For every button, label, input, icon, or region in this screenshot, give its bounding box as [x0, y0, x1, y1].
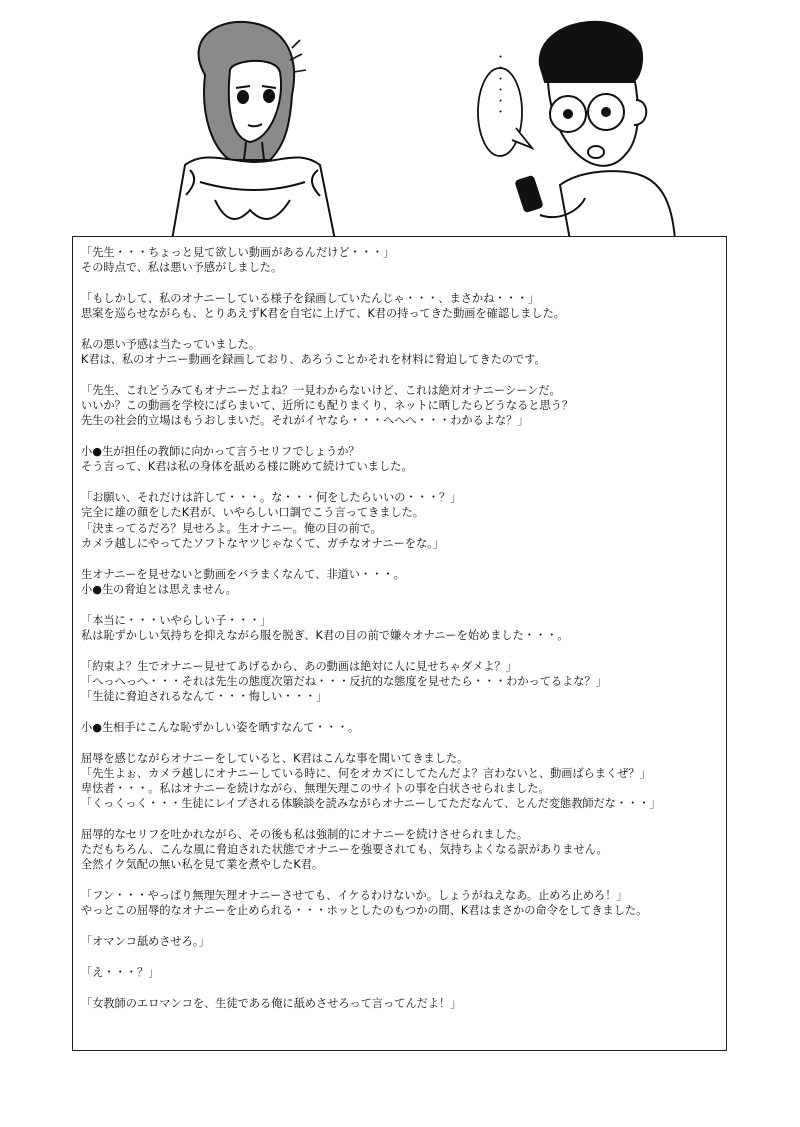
paragraph [81, 444, 720, 474]
boy-figure [515, 22, 675, 240]
text-line: カメラ越しにやってたソフトなヤツじゃなくて、ガチなオナニーをな。」 [81, 536, 444, 550]
text-line: K君は、私のオナニー動画を録画しており、あろうことかそれを材料に脅迫してきたのです。 [81, 353, 546, 367]
text-line: 「約束よ？生でオナニー見せてあげるから、あの動画は絶対に人に見せちゃダメよ？」 [81, 659, 517, 673]
text-line: 「もしかして、私のオナニーしている様子を録画していたんじゃ・・・、まさかね・・・」 [81, 292, 540, 305]
woman-figure [172, 22, 335, 240]
text-line: 「お願い、それだけは許して・・・。な・・・何をしたらいいの・・・？」 [81, 491, 462, 505]
text-line: 屈辱的なセリフを吐かれながら、その後も私は強制的にオナニーを続けさせられました。 [81, 828, 529, 842]
text-line: 私は恥ずかしい気持ちを抑えながら服を脱ぎ、K君の目の前で嫌々オナニーを始めました・・・。 [81, 628, 569, 642]
text-line: 「くっくっく・・・生徒にレイプされる体験談を読みながらオナニーしてただなんて、とんだ変態教師だな・・・」 [81, 797, 661, 811]
text-line: 「決まってるだろ？見せろよ。生オナニー。俺の目の前で。 [81, 521, 382, 535]
text-line: 「フン・・・やっぱり無理矢理オナニーさせても、イケるわけないか。しょうがねえなあ。止めろ止めろ！」 [81, 889, 628, 903]
text-line: 屈辱を感じながらオナニーをしていると、K君はこんな事を聞いてきました。 [81, 751, 469, 765]
text-line: そう言って、K君は私の身体を舐める様に眺めて続けていました。 [81, 460, 413, 474]
speech-bubble [478, 51, 532, 156]
paragraph [81, 996, 720, 1011]
text-line: その時点で、私は悪い予感がしました。 [81, 261, 283, 275]
paragraph [81, 827, 720, 873]
paragraph [81, 751, 720, 812]
paragraph [81, 291, 720, 321]
text-line: 私の悪い予感は当たっていました。 [81, 338, 261, 351]
text-line: 全然イク気配の無い私を見て業を煮やしたK君。 [81, 858, 324, 872]
text-line: ただもちろん、こんな風に脅迫された状態でオナニーを強要されても、気持ちよくなる訳がありません。 [81, 843, 608, 857]
paragraph [81, 567, 720, 597]
text-line: 完全に雄の顔をしたK君が、いやらしい口調でこう言ってきました。 [81, 506, 424, 520]
paragraph [81, 337, 720, 367]
paragraph [81, 659, 720, 705]
text-line: やっとこの屈辱的なオナニーを止められる・・・ホッとしたのもつかの間、K君はまさかの命令をしてきました。 [81, 904, 648, 918]
text-line: 「本当に・・・いやらしい子・・・」 [81, 613, 272, 627]
narration-text-box [72, 236, 727, 1051]
text-line: 「先生、これどうみてもオナニーだよね？一見わからないけど、これは絶対オナニーシーンだ。 [81, 384, 561, 397]
narration-text [81, 245, 720, 1027]
text-line: 「先生・・・ちょっと見て欲しい動画があるんだけど・・・」 [81, 246, 395, 259]
paragraph [81, 613, 720, 643]
text-line: 「生徒に脅迫されるなんて・・・悔しい・・・」 [81, 690, 328, 704]
text-line: 先生の社会的立場はもうおしまいだ。それがイヤなら・・・へへへ・・・わかるよな？」 [81, 414, 529, 428]
text-line: 小●生相手にこんな恥ずかしい姿を晒すなんて・・・。 [81, 720, 360, 734]
text-line: 生オナニーを見せないと動画をバラまくなんて、非道い・・・。 [81, 567, 405, 581]
text-line: いいか？この動画を学校にばらまいて、近所にも配りまくり、ネットに晒したらどうなると思う？ [81, 399, 574, 413]
text-line: 卑怯者・・・。私はオナニーを続けながら、無理矢理このサイトの事を白状させられました。 [81, 782, 550, 796]
text-line: 「先生よぉ、カメラ越しにオナニーしている時に、何をオカズにしてたんだよ？言わないと、動画ばらまくぜ？」 [81, 766, 651, 780]
manga-illustration [0, 0, 800, 240]
paragraph [81, 720, 720, 735]
paragraph [81, 490, 720, 551]
text-line: 「へっへっへ・・・それは先生の態度次第だね・・・反抗的な態度を見せたら・・・わかってるよな？」 [81, 674, 607, 688]
text-line: 小●生が担任の教師に向かって言うセリフでしょうか？ [81, 445, 360, 459]
text-line: 「女教師のエロマンコを、生徒である俺に舐めさせろって言ってんだよ！」 [81, 996, 462, 1010]
text-line: 小●生の脅迫とは思えません。 [81, 582, 237, 596]
speech-bubble-text: ・・・・・・ [493, 51, 507, 117]
paragraph [81, 965, 720, 980]
text-line: 「オマンコ舐めさせろ。」 [81, 935, 210, 949]
paragraph [81, 934, 720, 949]
text-line: 思案を巡らせながらも、とりあえずK君を自宅に上げて、K君の持ってきた動画を確認しました。 [81, 307, 565, 321]
paragraph [81, 383, 720, 429]
paragraph [81, 245, 720, 275]
text-line: 「え・・・？」 [81, 966, 160, 980]
paragraph [81, 888, 720, 918]
